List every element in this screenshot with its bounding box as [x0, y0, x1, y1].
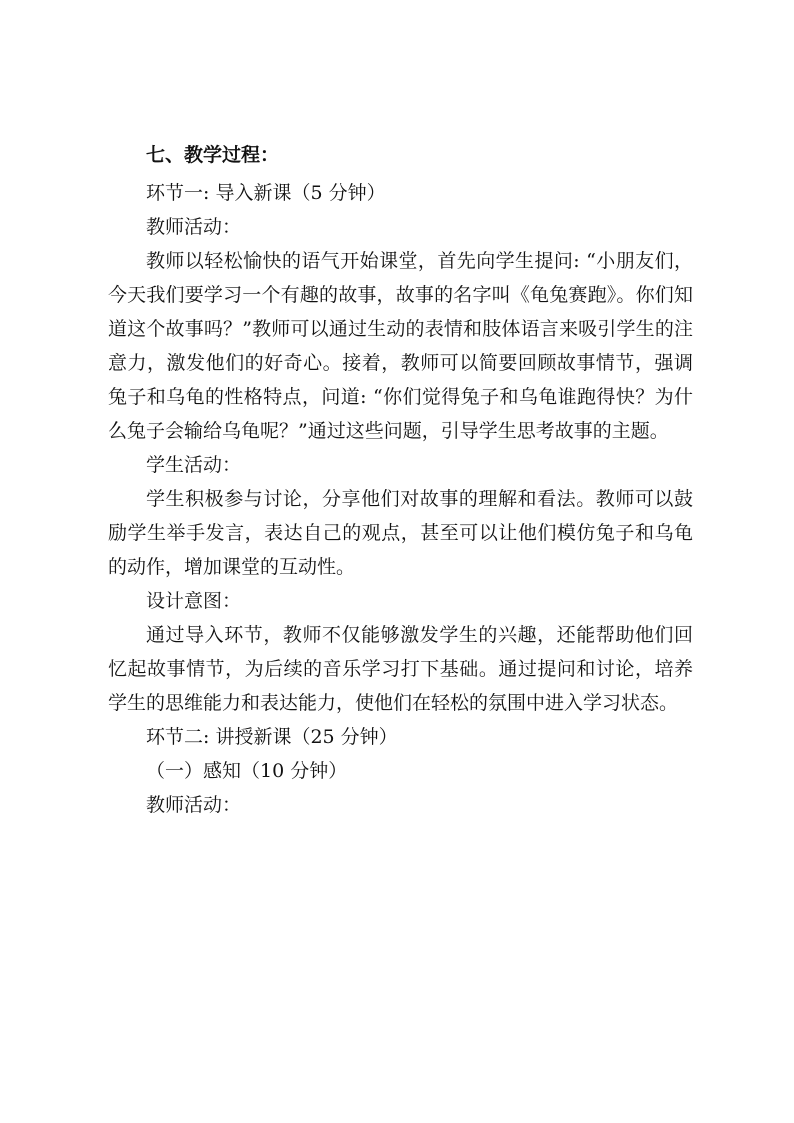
design-intent-paragraph: 通过导入环节，教师不仅能够激发学生的兴趣，还能帮助他们回忆起故事情节，为后续的音乐学习打下基础。通过提问和讨论，培养学生的思维能力和表达能力，使他们在轻松的氛围中进入学习状态。	[108, 624, 693, 714]
document-body	[108, 138, 693, 822]
teacher-activity-paragraph-1: 教师以轻松愉快的语气开始课堂，首先向学生提问: “小朋友们，今天我们要学习一个有趣的故事，故事的名字叫《龟兔赛跑》。你们知道这个故事吗？”教师可以通过生动的表情和肢体语言来吸引学生的注意力，激发他们的好奇心。接着，教师可以简要回顾故事情节，强调兔子和乌龟的性格特点，问道: “你们觉得兔子和乌龟谁跑得快？为什么兔子会输给乌龟呢？”通过这些问题，引导学生思考故事的主题。	[108, 250, 693, 442]
stage1-heading: 环节一: 导入新课（5 分钟）	[146, 182, 386, 204]
teacher-activity-label-1: 教师活动：	[146, 216, 242, 238]
teacher-activity-label-2: 教师活动：	[146, 794, 242, 816]
student-activity-label: 学生活动：	[146, 454, 242, 476]
design-intent-label: 设计意图：	[146, 590, 242, 612]
perception-subheading: （一）感知（10 分钟）	[146, 760, 348, 782]
student-activity-paragraph: 学生积极参与讨论，分享他们对故事的理解和看法。教师可以鼓励学生举手发言，表达自己的观点，甚至可以让他们模仿兔子和乌龟的动作，增加课堂的互动性。	[108, 488, 693, 578]
stage2-heading: 环节二: 讲授新课（25 分钟）	[146, 726, 398, 748]
section-title: 七、教学过程：	[146, 144, 280, 166]
